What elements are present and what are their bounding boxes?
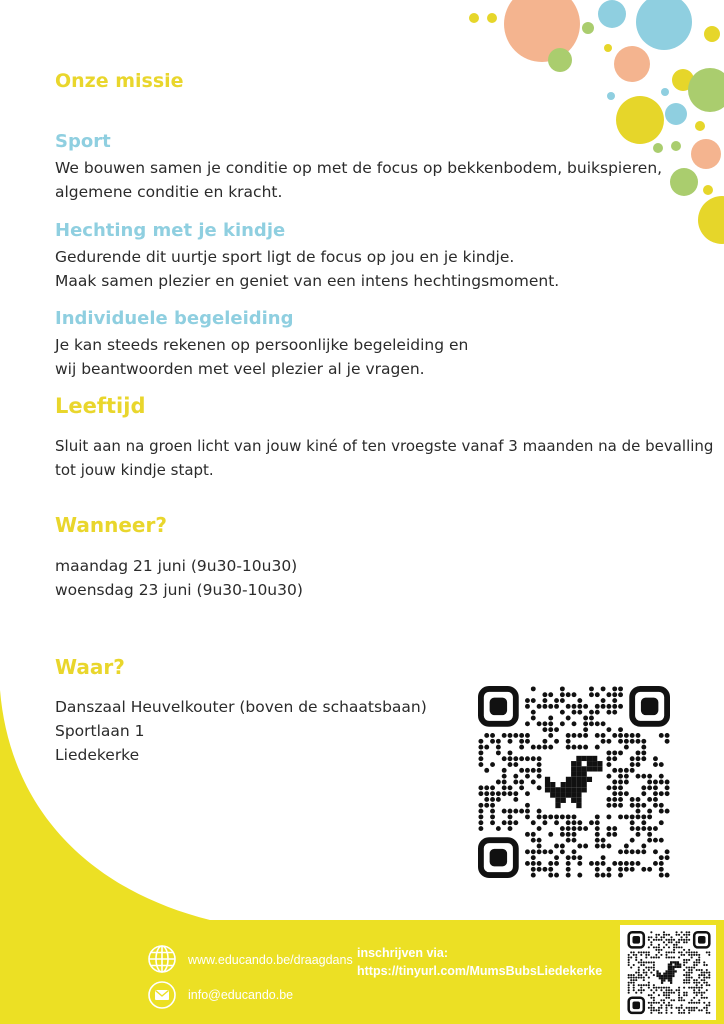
decorative-dots (440, 0, 724, 250)
text-line: Sluit aan na groen licht van jouw kiné of ten vroegste vanaf 3 maanden na de bevalling (55, 437, 714, 455)
mail-icon (147, 980, 177, 1010)
text-line: Danszaal Heuvelkouter (boven de schaatsbaan) (55, 698, 427, 716)
text-line: Liedekerke (55, 746, 140, 764)
age-title: Leeftijd (55, 394, 146, 418)
where-text (55, 695, 427, 767)
globe-icon (147, 944, 177, 974)
where-title: Waar? (55, 655, 125, 679)
register-label: inschrijven via: (357, 946, 449, 960)
section-text-sport (55, 156, 662, 204)
text-line: algemene conditie en kracht. (55, 183, 283, 201)
section-heading-begeleiding: Individuele begeleiding (55, 308, 294, 329)
text-line: Gedurende dit uurtje sport ligt de focus op jou en je kindje. (55, 248, 515, 266)
age-text (55, 434, 713, 482)
text-line: We bouwen samen je conditie op met de focus op bekkenbodem, buikspieren, (55, 159, 663, 177)
qr-code[interactable] (478, 686, 670, 880)
text-line: Sportlaan 1 (55, 722, 145, 740)
section-heading-hechting: Hechting met je kindje (55, 220, 286, 241)
section-text-begeleiding (55, 333, 468, 381)
text-line: wij beantwoorden met veel plezier al je vragen. (55, 360, 425, 378)
when-text (55, 554, 303, 602)
qr-code-small[interactable] (627, 931, 711, 1015)
text-line: maandag 21 juni (9u30-10u30) (55, 557, 298, 575)
footer-email-link[interactable]: info@educando.be (188, 988, 294, 1002)
when-title: Wanneer? (55, 513, 167, 537)
text-line: woensdag 23 juni (9u30-10u30) (55, 581, 303, 599)
footer-website-link[interactable]: www.educando.be/draagdans (188, 953, 353, 967)
section-text-hechting (55, 245, 559, 293)
text-line: Je kan steeds rekenen op persoonlijke begeleiding en (55, 336, 469, 354)
text-line: tot jouw kindje stapt. (55, 461, 214, 479)
register-url-link[interactable]: https://tinyurl.com/MumsBubsLiedekerke (357, 964, 603, 978)
section-heading-sport: Sport (55, 131, 111, 152)
text-line: Maak samen plezier en geniet van een intens hechtingsmoment. (55, 272, 560, 290)
mission-title: Onze missie (55, 70, 184, 92)
